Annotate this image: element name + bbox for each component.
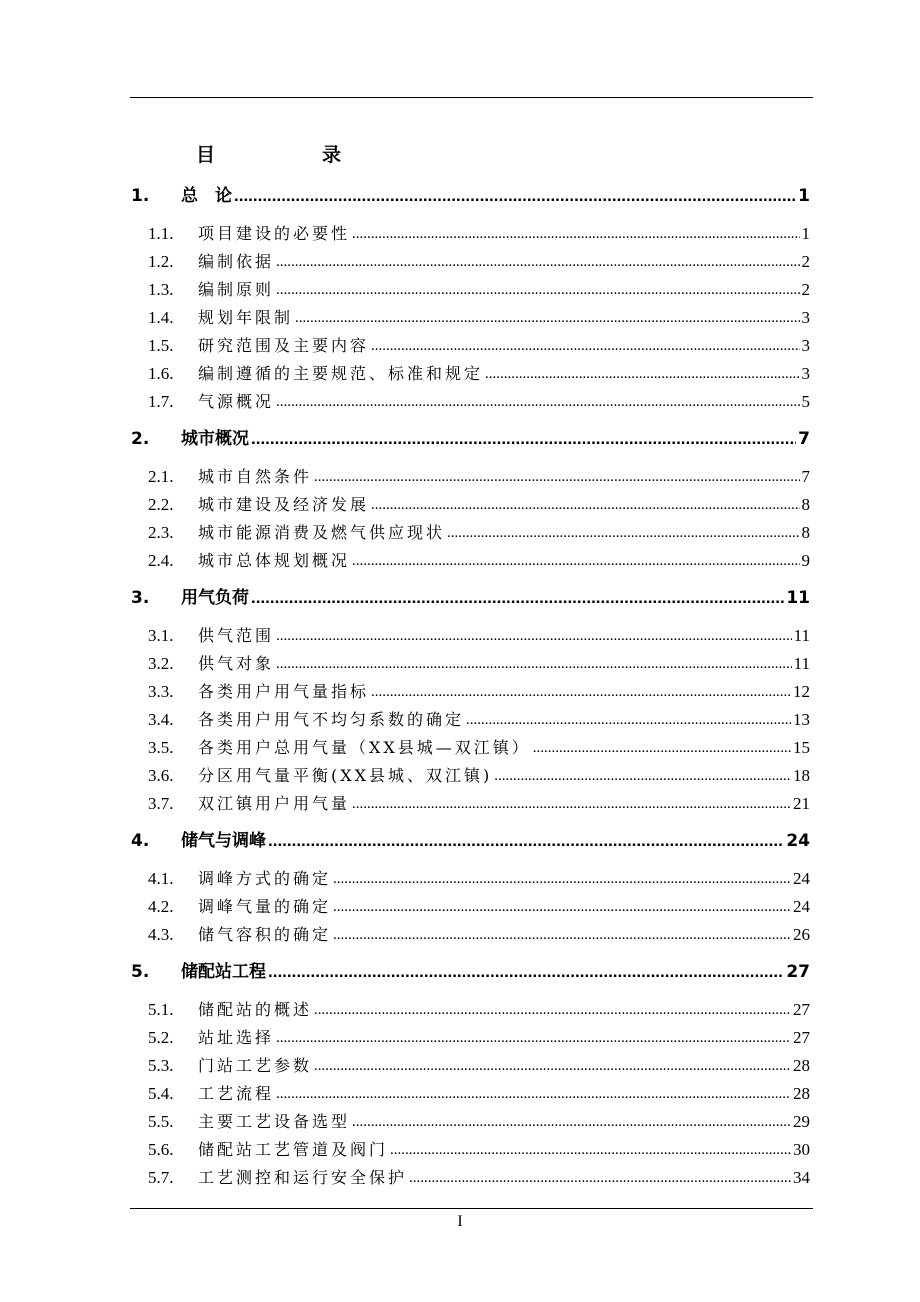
- toc-entry-page: 24: [793, 897, 810, 916]
- toc-entry-page: 27: [793, 1000, 810, 1019]
- toc-section-entry[interactable]: [148, 1050, 810, 1076]
- toc-entry-page: 30: [793, 1140, 810, 1159]
- toc-dot-leader: [276, 392, 799, 412]
- toc-entry-page: 11: [786, 588, 810, 608]
- toc-entry-number: 1.7.: [148, 392, 174, 411]
- toc-entry-number: 1.3.: [148, 280, 174, 299]
- toc-entry-number: 3.: [131, 588, 150, 608]
- toc-entry-page: 24: [786, 831, 810, 851]
- toc-dot-leader: [352, 224, 799, 244]
- toc-entry-label: 储配站的概述: [198, 1000, 313, 1019]
- toc-chapter-entry[interactable]: [131, 181, 810, 207]
- toc-entry-number: 5.2.: [148, 1028, 174, 1047]
- toc-entry-page: 1: [798, 186, 810, 206]
- toc-entry-number: 1.6.: [148, 364, 174, 383]
- toc-entry-label: 总 论: [181, 186, 232, 206]
- toc-dot-leader: [533, 738, 791, 758]
- toc-entry-label: 城市建设及经济发展: [198, 495, 370, 514]
- toc-dot-leader: [234, 185, 796, 207]
- toc-section-entry[interactable]: [148, 994, 810, 1020]
- toc-entry-label: 用气负荷: [181, 588, 249, 608]
- toc-dot-leader: [390, 1140, 791, 1160]
- toc-entry-label: 规划年限制: [198, 308, 294, 327]
- toc-entry-label: 分区用气量平衡(XX县城、双江镇): [198, 766, 493, 785]
- toc-entry-number: 1.5.: [148, 336, 174, 355]
- footer-rule: [130, 1208, 813, 1209]
- toc-entry-label: 项目建设的必要性: [198, 224, 351, 243]
- toc-dot-leader: [276, 280, 799, 300]
- toc-chapter-entry[interactable]: [131, 826, 810, 852]
- toc-entry-label: 研究范围及主要内容: [198, 336, 370, 355]
- toc-entry-number: 5.7.: [148, 1168, 174, 1187]
- toc-entry-label: 储配站工程: [181, 962, 266, 982]
- toc-section-entry[interactable]: [148, 676, 810, 702]
- toc-entry-label: 门站工艺参数: [198, 1056, 313, 1075]
- toc-entry-label: 城市能源消费及燃气供应现状: [198, 523, 446, 542]
- toc-entry-label: 各类用户总用气量（XX县城—双江镇）: [198, 738, 531, 757]
- toc-entry-page: 2: [801, 252, 810, 271]
- toc-entry-page: 27: [793, 1028, 810, 1047]
- toc-dot-leader: [268, 961, 784, 983]
- toc-dot-leader: [276, 252, 799, 272]
- toc-entry-label: 储气与调峰: [181, 831, 266, 851]
- toc-entry-number: 1.1.: [148, 224, 174, 243]
- toc-entry-page: 29: [793, 1112, 810, 1131]
- toc-entry-page: 1: [801, 224, 810, 243]
- toc-entry-label: 城市概况: [181, 429, 249, 449]
- toc-dot-leader: [276, 1084, 791, 1104]
- toc-entry-number: 2.: [131, 429, 150, 449]
- toc-entry-page: 26: [793, 925, 810, 944]
- toc-entry-label: 主要工艺设备选型: [198, 1112, 351, 1131]
- toc-entry-label: 供气范围: [198, 626, 275, 645]
- toc-entry-page: 7: [798, 429, 810, 449]
- toc-section-entry[interactable]: [148, 760, 810, 786]
- toc-dot-leader: [333, 925, 791, 945]
- toc-chapter-entry[interactable]: [131, 583, 810, 609]
- toc-entry-label: 站址选择: [198, 1028, 275, 1047]
- toc-entry-number: 3.6.: [148, 766, 174, 785]
- toc-entry-label: 各类用户用气量指标: [198, 682, 370, 701]
- toc-entry-page: 3: [801, 364, 810, 383]
- toc-entry-label: 供气对象: [198, 654, 275, 673]
- toc-entry-number: 1.4.: [148, 308, 174, 327]
- toc-dot-leader: [251, 587, 784, 609]
- toc-dot-leader: [314, 467, 799, 487]
- toc-entry-label: 储气容积的确定: [198, 925, 332, 944]
- toc-entry-label: 编制原则: [198, 280, 275, 299]
- toc-dot-leader: [276, 1028, 791, 1048]
- toc-entry-number: 2.3.: [148, 523, 174, 542]
- toc-dot-leader: [251, 428, 796, 450]
- toc-section-entry[interactable]: [148, 1078, 810, 1104]
- toc-entry-number: 2.2.: [148, 495, 174, 514]
- toc-section-entry[interactable]: [148, 891, 810, 917]
- toc-entry-page: 24: [793, 869, 810, 888]
- toc-dot-leader: [314, 1000, 791, 1020]
- toc-dot-leader: [276, 654, 792, 674]
- toc-entry-page: 8: [801, 523, 810, 542]
- toc-entry-label: 编制遵循的主要规范、标准和规定: [198, 364, 484, 383]
- toc-chapter-entry[interactable]: [131, 957, 810, 983]
- toc-entry-number: 4.3.: [148, 925, 174, 944]
- toc-section-entry[interactable]: [148, 919, 810, 945]
- toc-chapter-entry[interactable]: [131, 424, 810, 450]
- toc-dot-leader: [276, 626, 792, 646]
- toc-entry-label: 气源概况: [198, 392, 275, 411]
- toc-entry-page: 7: [801, 467, 810, 486]
- toc-entry-page: 11: [793, 626, 810, 645]
- toc-section-entry[interactable]: [148, 1162, 810, 1188]
- toc-entry-page: 3: [801, 336, 810, 355]
- toc-dot-leader: [333, 869, 791, 889]
- toc-section-entry[interactable]: [148, 1106, 810, 1132]
- toc-section-entry[interactable]: [148, 732, 810, 758]
- toc-entry-label: 工艺测控和运行安全保护: [198, 1168, 408, 1187]
- page-number: I: [457, 1213, 463, 1230]
- toc-entry-label: 城市自然条件: [198, 467, 313, 486]
- toc-entry-label: 工艺流程: [198, 1084, 275, 1103]
- toc-entry-number: 5.3.: [148, 1056, 174, 1075]
- toc-section-entry[interactable]: [148, 274, 810, 300]
- toc-entry-number: 5.4.: [148, 1084, 174, 1103]
- toc-entry-page: 21: [793, 794, 810, 813]
- toc-section-entry[interactable]: [148, 648, 810, 674]
- toc-entry-number: 1.2.: [148, 252, 174, 271]
- toc-dot-leader: [352, 794, 791, 814]
- toc-title: 目 录: [196, 144, 386, 166]
- toc-entry-page: 12: [793, 682, 810, 701]
- toc-dot-leader: [371, 682, 791, 702]
- toc-entry-number: 3.7.: [148, 794, 174, 813]
- toc-dot-leader: [371, 495, 799, 515]
- toc-entry-number: 4.: [131, 831, 150, 851]
- toc-entry-label: 调峰方式的确定: [198, 869, 332, 888]
- toc-entry-number: 5.: [131, 962, 150, 982]
- toc-section-entry[interactable]: [148, 1134, 810, 1160]
- toc-entry-page: 28: [793, 1056, 810, 1075]
- toc-entry-number: 2.4.: [148, 551, 174, 570]
- toc-section-entry[interactable]: [148, 386, 810, 412]
- toc-entry-page: 27: [786, 962, 810, 982]
- toc-section-entry[interactable]: [148, 620, 810, 646]
- toc-entry-page: 5: [801, 392, 810, 411]
- toc-section-entry[interactable]: [148, 517, 810, 543]
- toc-section-entry[interactable]: [148, 330, 810, 356]
- toc-entry-page: 3: [801, 308, 810, 327]
- toc-section-entry[interactable]: [148, 358, 810, 384]
- toc-dot-leader: [409, 1168, 791, 1188]
- toc-entry-number: 3.1.: [148, 626, 174, 645]
- toc-entry-page: 18: [793, 766, 810, 785]
- toc-section-entry[interactable]: [148, 246, 810, 272]
- toc-entry-number: 5.5.: [148, 1112, 174, 1131]
- toc-entry-number: 3.4.: [148, 710, 174, 729]
- toc-entry-page: 15: [793, 738, 810, 757]
- toc-section-entry[interactable]: [148, 302, 810, 328]
- toc-entry-label: 城市总体规划概况: [198, 551, 351, 570]
- toc-entry-number: 5.6.: [148, 1140, 174, 1159]
- toc-entry-number: 4.1.: [148, 869, 174, 888]
- toc-dot-leader: [268, 830, 784, 852]
- toc-entry-page: 34: [793, 1168, 810, 1187]
- toc-entry-page: 9: [801, 551, 810, 570]
- toc-entry-page: 8: [801, 495, 810, 514]
- toc-entry-page: 13: [793, 710, 810, 729]
- toc-entry-label: 各类用户用气不均匀系数的确定: [198, 710, 465, 729]
- toc-section-entry[interactable]: [148, 704, 810, 730]
- toc-entry-page: 28: [793, 1084, 810, 1103]
- toc-entry-number: 3.3.: [148, 682, 174, 701]
- toc-entry-number: 2.1.: [148, 467, 174, 486]
- toc-section-entry[interactable]: [148, 218, 810, 244]
- toc-entry-number: 3.2.: [148, 654, 174, 673]
- toc-entry-number: 1.: [131, 186, 150, 206]
- toc-dot-leader: [295, 308, 799, 328]
- toc-dot-leader: [333, 897, 791, 917]
- toc-entry-label: 储配站工艺管道及阀门: [198, 1140, 389, 1159]
- toc-entry-number: 5.1.: [148, 1000, 174, 1019]
- toc-entry-number: 4.2.: [148, 897, 174, 916]
- toc-dot-leader: [466, 710, 791, 730]
- toc-entry-page: 11: [793, 654, 810, 673]
- toc-section-entry[interactable]: [148, 788, 810, 814]
- toc-section-entry[interactable]: [148, 545, 810, 571]
- toc-dot-leader: [314, 1056, 791, 1076]
- toc-entry-page: 2: [801, 280, 810, 299]
- toc-entry-label: 双江镇用户用气量: [198, 794, 351, 813]
- header-rule: [130, 97, 813, 98]
- toc-dot-leader: [352, 551, 799, 571]
- toc-entry-label: 编制依据: [198, 252, 275, 271]
- toc-section-entry[interactable]: [148, 489, 810, 515]
- toc-dot-leader: [485, 364, 799, 384]
- toc-dot-leader: [352, 1112, 791, 1132]
- toc-entry-number: 3.5.: [148, 738, 174, 757]
- toc-section-entry[interactable]: [148, 461, 810, 487]
- toc-section-entry[interactable]: [148, 863, 810, 889]
- toc-entry-label: 调峰气量的确定: [198, 897, 332, 916]
- toc-dot-leader: [371, 336, 799, 356]
- toc-dot-leader: [447, 523, 799, 543]
- toc-dot-leader: [494, 766, 791, 786]
- toc-section-entry[interactable]: [148, 1022, 810, 1048]
